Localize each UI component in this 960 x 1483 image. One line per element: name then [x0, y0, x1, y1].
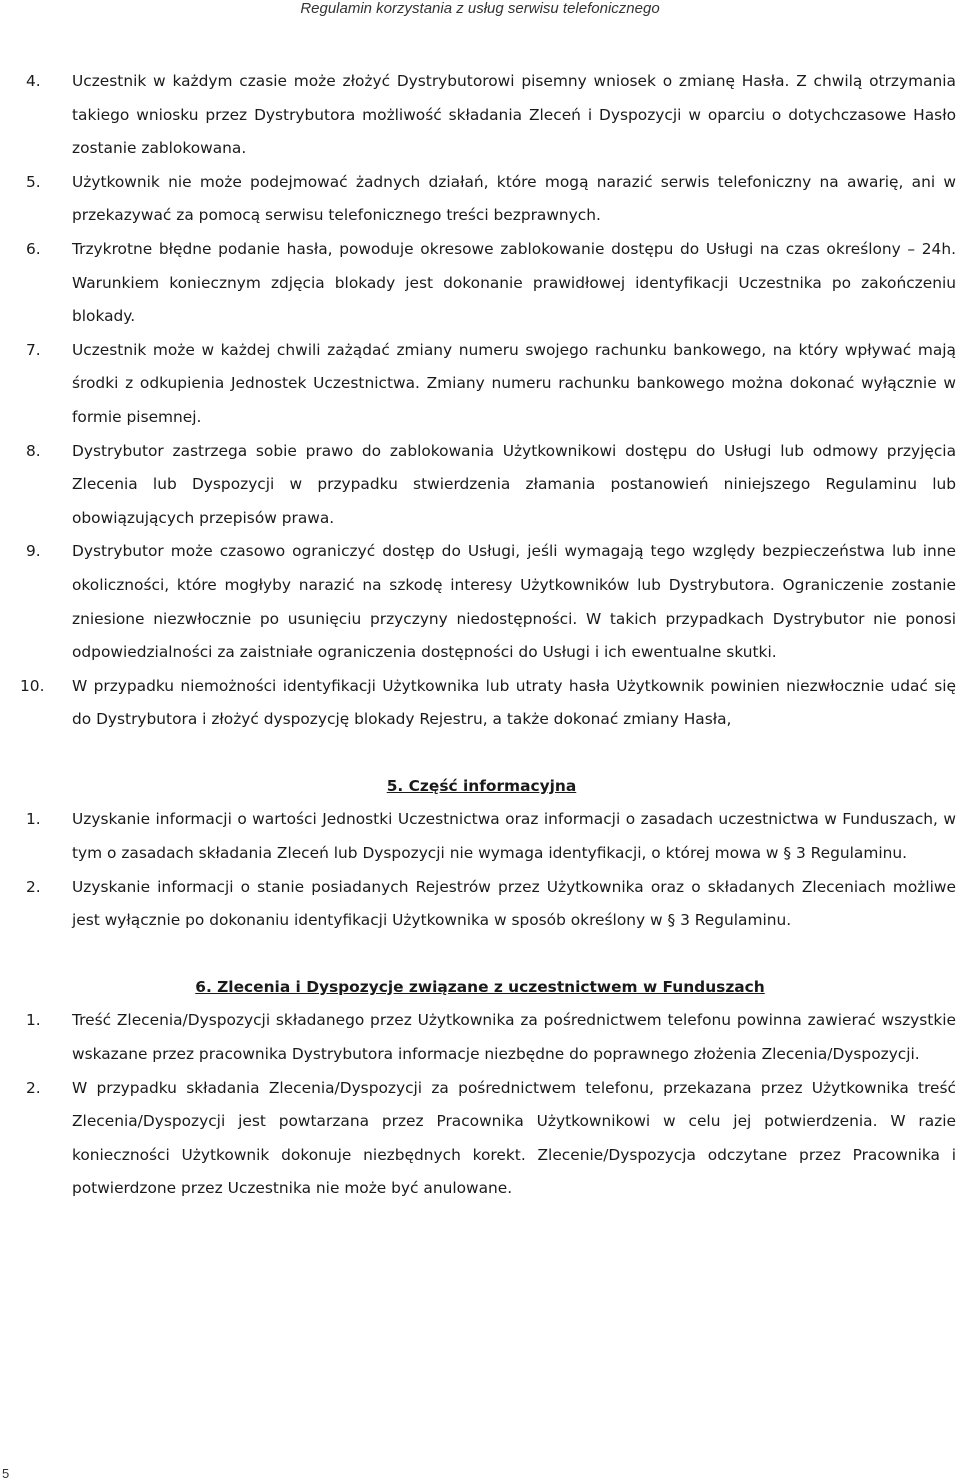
section-4-list [0, 65, 960, 737]
item-text: Użytkownik nie może podejmować żadnych działań, które mogą narazić serwis telefoniczny na awarię, ani w przekazywać za pomocą serwisu telefonicznego treści bezprawnych. [72, 172, 956, 225]
item-number: 1. [26, 810, 41, 829]
item-text: Dystrybutor może czasowo ograniczyć dostęp do Usługi, jeśli wymagają tego względy bezpieczeństwa lub inne okoliczności, które mogłyby narazić na szkodę interesy Użytkowników lub Dystrybutora. Ograniczenie zostanie zniesione niezwłocznie po usunięciu przyczyny niedostępności. W takich przypadkach Dystrybutor nie ponosi odpowiedzialności za zaistniałe ograniczenia dostępności do Usługi i ich ewentualne skutki. [72, 542, 956, 662]
item-number: 1. [26, 1011, 41, 1030]
item-text: Uczestnik może w każdej chwili zażądać zmiany numeru swojego rachunku bankowego, na który wpływać mają środki z odkupienia Jednostek Uczestnictwa. Zmiany numeru rachunku bankowego można dokonać wyłącznie w formie pisemnej. [72, 340, 956, 426]
item-text: Trzykrotne błędne podanie hasła, powoduje okresowe zablokowanie dostępu do Usługi na czas określony – 24h. Warunkiem koniecznym zdjęcia blokady jest dokonanie prawidłowej identyfikacji Uczestnika po zakończeniu blokady. [72, 239, 956, 326]
item-text: W przypadku składania Zlecenia/Dyspozycji za pośrednictwem telefonu, przekazana przez Użytkownika treść Zlecenia/Dyspozycji jest powtarzana przez Pracownika Użytkownikowi w celu jej potwierdzenia. W razie konieczności Użytkownik dokonuje niezbędnych korekt. Zlecenie/Dyspozycja odczytane przez Pracownika i potwierdzone przez Uczestnika nie może być anulowane. [72, 1078, 956, 1198]
item-text: Treść Zlecenia/Dyspozycji składanego przez Użytkownika za pośrednictwem telefonu powinna zawierać wszystkie wskazane przez pracownika Dystrybutora informacje niezbędne do poprawnego złożenia Zlecenia/Dyspozycji. [72, 1011, 956, 1064]
list-item [0, 65, 960, 166]
item-number: 7. [26, 340, 41, 359]
item-number: 10. [20, 676, 45, 695]
page-number: 5 [2, 1466, 10, 1481]
list-item [0, 435, 960, 536]
item-text: Dystrybutor zastrzega sobie prawo do zablokowania Użytkownikowi dostępu do Usługi lub odmowy przyjęcia Zlecenia lub Dyspozycji w przypadku stwierdzenia złamania postanowień niniejszego Regulaminu lub obowiązujących przepisów prawa. [72, 441, 956, 527]
item-text: Uczestnik w każdym czasie może złożyć Dystrybutorowi pisemny wniosek o zmianę Hasła. Z chwilą otrzymania takiego wniosku przez Dystrybutora możliwość składania Zleceń i Dyspozycji w oparciu o dotychczasowe Hasło zostanie zablokowana. [72, 72, 956, 158]
list-item [0, 233, 960, 334]
list-item [0, 803, 960, 870]
item-text: W przypadku niemożności identyfikacji Użytkownika lub utraty hasła Użytkownik powinien niezwłocznie udać się do Dystrybutora i złożyć dyspozycję blokady Rejestru, a także dokonać zmiany Hasła, [72, 676, 956, 729]
item-text: Uzyskanie informacji o stanie posiadanych Rejestrów przez Użytkownika oraz o składanych Zleceniach możliwe jest wyłącznie po dokonaniu identyfikacji Użytkownika w sposób określony w § 3 Regulaminu. [72, 877, 956, 930]
item-number: 4. [26, 72, 41, 90]
item-number: 8. [26, 441, 41, 460]
list-item [0, 166, 960, 233]
list-item [0, 334, 960, 435]
running-header: Regulamin korzystania z usług serwisu telefonicznego [300, 0, 660, 17]
section-6-heading: 6. Zlecenia i Dyspozycje związane z uczestnictwem w Funduszach [195, 977, 765, 996]
section-6-list [0, 1004, 960, 1206]
item-number: 2. [26, 877, 41, 896]
document-body [0, 65, 960, 1206]
list-item [0, 670, 960, 737]
item-number: 9. [26, 542, 41, 561]
section-5-heading: 5. Część informacyjna [386, 776, 577, 795]
list-item [0, 1072, 960, 1206]
item-number: 5. [26, 172, 41, 191]
item-number: 2. [26, 1078, 41, 1097]
section-5-list [0, 803, 960, 937]
list-item [0, 1004, 960, 1071]
list-item [0, 871, 960, 938]
item-number: 6. [26, 239, 41, 258]
list-item [0, 535, 960, 669]
item-text: Uzyskanie informacji o wartości Jednostki Uczestnictwa oraz informacji o zasadach uczestnictwa w Funduszach, w tym o zasadach składania Zleceń lub Dyspozycji nie wymaga identyfikacji, o której mowa w § 3 Regulaminu. [72, 810, 956, 863]
